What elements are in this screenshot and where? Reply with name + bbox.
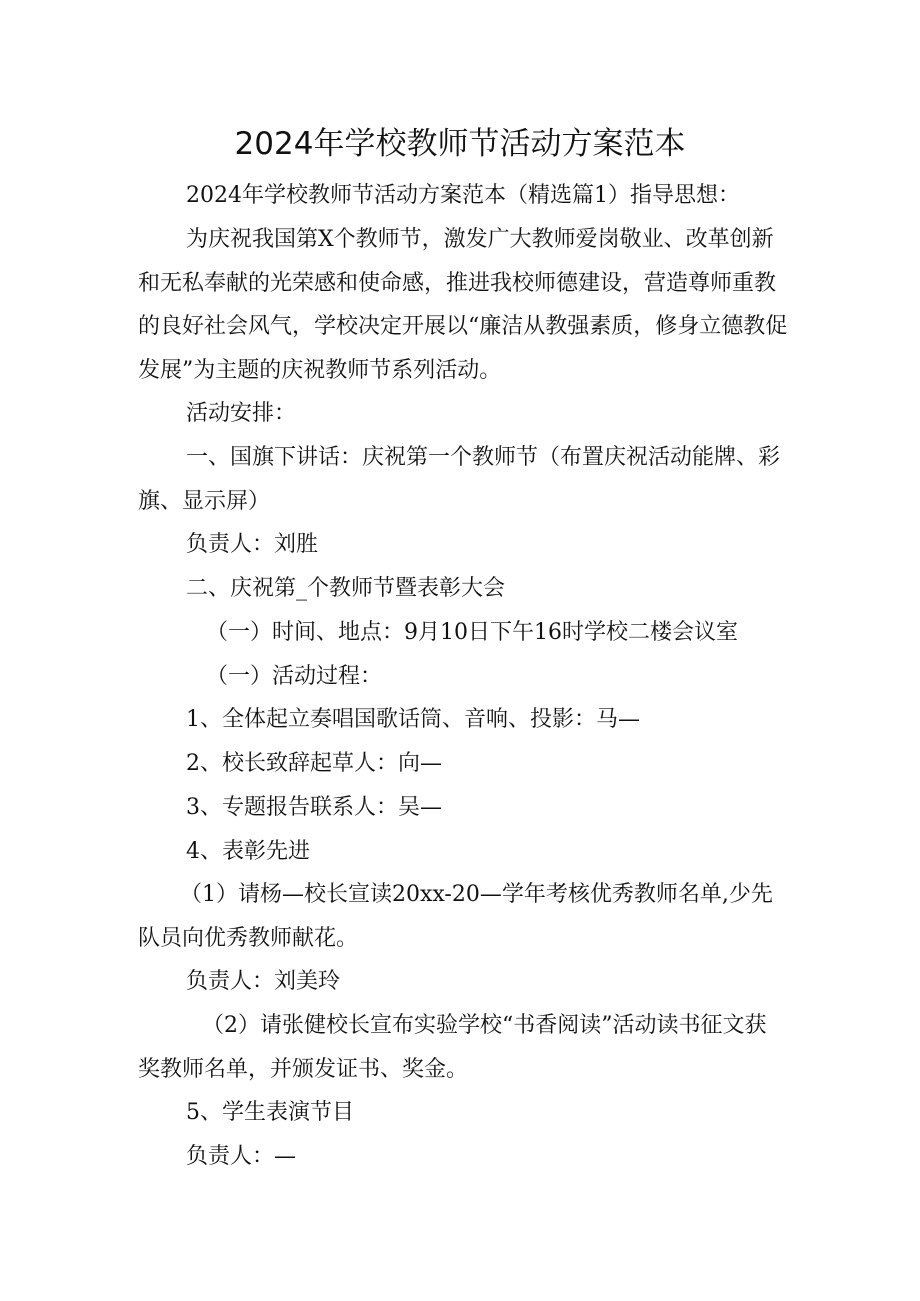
list-item-5: 5、学生表演节目 xyxy=(186,1100,354,1125)
paragraph-responsible-3: 负责人：— xyxy=(186,1144,297,1169)
paragraph-activity-arrangement: 活动安排： xyxy=(186,401,297,426)
paragraph-commendation-2: （2）请张健校长宣布实验学校“书香阅读”活动读书征文获奖教师名单，并颁发证书、奖金。 xyxy=(138,1013,767,1082)
list-item-4: 4、表彰先进 xyxy=(186,839,310,864)
paragraph-responsible-1: 负责人：刘胜 xyxy=(186,532,319,557)
document-title: 2024年学校教师节活动方案范本 xyxy=(234,126,686,162)
paragraph-time-place: （一）时间、地点：9月10日下午16时学校二楼会议室 xyxy=(206,620,738,645)
list-item-3: 3、专题报告联系人：吴— xyxy=(186,795,442,820)
paragraph-commendation-1: （1）请杨—校长宣读20xx-20—学年考核优秀教师名单,少先队员向优秀教师献花。 xyxy=(138,882,773,951)
paragraph-responsible-2: 负责人：刘美玲 xyxy=(186,969,341,994)
paragraph-activity-process: （一）活动过程： xyxy=(206,664,383,689)
list-item-2: 2、校长致辞起草人：向— xyxy=(186,751,442,776)
paragraph-heading: 2024年学校教师节活动方案范本（精选篇1）指导思想： xyxy=(186,183,740,208)
paragraph-guiding-thought: 为庆祝我国第X个教师节，激发广大教师爱岗敬业、改革创新和无私奉献的光荣感和使命感，推进我校师德建设，营造尊师重教的良好社会风气，学校决定开展以“廉洁从教强素质，修身立德教促发展”为主题的庆祝教师节系列活动。 xyxy=(138,227,788,384)
paragraph-flag-speech: 一、国旗下讲话：庆祝第一个教师节（布置庆祝活动能牌、彩旗、显示屏） xyxy=(138,445,781,514)
list-item-1: 1、全体起立奏唱国歌话筒、音响、投影：马— xyxy=(186,707,640,732)
paragraph-celebration-meeting: 二、庆祝第_个教师节暨表彰大会 xyxy=(186,576,506,601)
